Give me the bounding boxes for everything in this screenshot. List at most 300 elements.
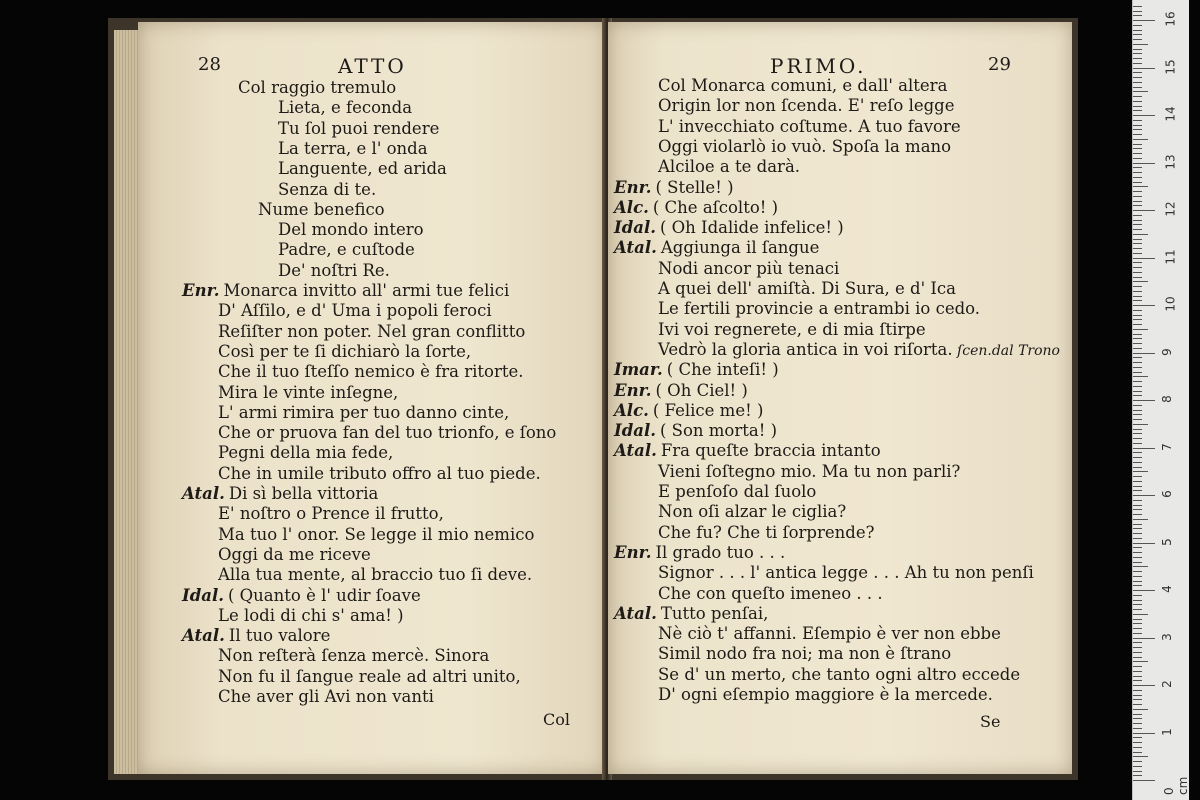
speaker-name: Idal. <box>182 585 224 605</box>
text-line <box>218 464 541 484</box>
ruler-tick <box>1133 248 1142 249</box>
speaker-name: Atal. <box>614 441 657 461</box>
text-line <box>658 563 1034 583</box>
line-text: Non reſterà ſenza mercè. Sinora <box>218 646 490 666</box>
ruler-tick <box>1133 761 1142 762</box>
text-line <box>238 78 396 98</box>
text-line <box>218 342 471 362</box>
text-line <box>658 137 951 157</box>
ruler-tick <box>1133 68 1155 69</box>
line-text: Alciloe a te darà. <box>658 157 801 177</box>
text-line <box>658 157 800 177</box>
ruler-tick <box>1133 566 1148 567</box>
ruler-tick <box>1133 386 1142 387</box>
ruler-tick <box>1133 258 1155 259</box>
line-text: Senza di te. <box>278 179 377 199</box>
line-text: Non fu il ſangue reale ad altri unito, <box>218 666 521 686</box>
ruler-tick <box>1133 410 1142 411</box>
text-line <box>658 584 883 604</box>
ruler-tick <box>1133 338 1142 339</box>
text-line <box>218 525 534 545</box>
line-text: ( Che inteſi! ) <box>666 360 779 380</box>
ruler-tick <box>1133 775 1142 776</box>
right-page-number: 29 <box>988 54 1011 75</box>
ruler-tick <box>1133 158 1142 159</box>
ruler-tick <box>1133 153 1142 154</box>
text-line <box>658 624 1001 644</box>
ruler-tick <box>1133 752 1142 753</box>
line-text: Il tuo valore <box>228 626 331 646</box>
text-line <box>614 441 881 461</box>
ruler-tick <box>1133 747 1142 748</box>
line-text: Lieta, e feconda <box>278 98 413 118</box>
ruler-tick <box>1133 756 1148 757</box>
text-line <box>658 482 816 502</box>
ruler-tick <box>1133 552 1142 553</box>
ruler-tick <box>1133 457 1142 458</box>
speaker-name: Enr. <box>182 281 220 300</box>
line-text: Così per te ſi dichiarò la ſorte, <box>218 341 472 361</box>
ruler-number: 6 <box>1159 490 1174 498</box>
ruler-tick <box>1133 714 1142 715</box>
line-text: Nè ciò t' affanni. Eſempio è ver non ebbe <box>658 624 1001 644</box>
line-text: Le lodi di chi s' ama! ) <box>218 605 404 625</box>
line-text: Che il tuo ſteſſo nemico è fra ritorte. <box>218 362 524 382</box>
line-text: Che fu? Che ti ſorprende? <box>658 522 875 542</box>
line-text: ( Oh Ciel! ) <box>655 380 748 400</box>
line-text: Che aver gli Avi non vanti <box>218 687 434 706</box>
ruler-tick <box>1133 424 1148 425</box>
speaker-name: Atal. <box>614 603 657 623</box>
right-catchword: Se <box>980 712 1001 731</box>
ruler-tick <box>1133 685 1155 686</box>
ruler-tick <box>1133 391 1142 392</box>
line-text: Nodi ancor più tenaci <box>658 258 840 278</box>
ruler-tick <box>1133 215 1142 216</box>
ruler-tick <box>1133 163 1155 164</box>
ruler-tick <box>1133 505 1142 506</box>
measurement-ruler <box>1132 0 1189 800</box>
line-text: D' ogni eſempio maggiore è la mercede. <box>658 685 993 704</box>
ruler-tick <box>1133 690 1142 691</box>
ruler-tick <box>1133 30 1142 31</box>
ruler-tick <box>1133 148 1142 149</box>
ruler-tick <box>1133 495 1155 496</box>
ruler-tick <box>1133 267 1142 268</box>
right-header: PRIMO. <box>770 54 867 78</box>
ruler-number: 8 <box>1159 395 1174 403</box>
speaker-name: Imar. <box>614 360 663 380</box>
ruler-tick <box>1133 642 1142 643</box>
line-text: E penſoſo dal ſuolo <box>658 482 817 501</box>
line-text: ( Son morta! ) <box>659 421 778 441</box>
text-line <box>658 502 846 522</box>
line-text: Mira le vinte inſegne, <box>218 382 399 402</box>
line-text: Le fertili provincie a entrambi io cedo. <box>658 299 981 319</box>
ruler-tick <box>1133 239 1142 240</box>
ruler-tick <box>1133 718 1142 719</box>
left-catchword: Col <box>543 710 570 729</box>
ruler-tick <box>1133 699 1142 700</box>
text-line <box>278 261 390 281</box>
line-text: Non oſi alzar le ciglia? <box>658 502 847 522</box>
ruler-tick <box>1133 11 1142 12</box>
text-line <box>218 646 489 666</box>
ruler-tick <box>1133 310 1142 311</box>
speaker-name: Alc. <box>614 400 649 420</box>
ruler-tick <box>1133 72 1142 73</box>
ruler-tick <box>1133 205 1142 206</box>
ruler-tick <box>1133 771 1142 772</box>
ruler-tick <box>1133 286 1142 287</box>
line-text: Monarca invitto all' armi tue felici <box>223 281 510 300</box>
ruler-tick <box>1133 405 1142 406</box>
ruler-tick <box>1133 120 1142 121</box>
ruler-tick <box>1133 77 1142 78</box>
ruler-tick <box>1133 348 1142 349</box>
ruler-number: 3 <box>1159 632 1174 641</box>
text-line <box>218 545 371 565</box>
ruler-tick <box>1133 110 1142 111</box>
ruler-tick <box>1133 39 1142 40</box>
ruler-tick <box>1133 519 1148 520</box>
ruler-tick <box>1133 742 1142 743</box>
line-text: Vieni ſoſtegno mio. Ma tu non parli? <box>658 461 961 481</box>
text-line <box>182 626 330 646</box>
ruler-tick <box>1133 106 1142 107</box>
ruler-tick <box>1133 576 1142 577</box>
text-line <box>658 279 956 299</box>
ruler-tick <box>1133 210 1155 211</box>
ruler-tick <box>1133 44 1148 45</box>
stage-direction: ſcen.dal Trono <box>952 342 1060 359</box>
ruler-number: 13 <box>1163 153 1178 170</box>
ruler-tick <box>1133 462 1142 463</box>
line-text: Languente, ed arida <box>278 159 447 179</box>
ruler-number: 16 <box>1163 11 1178 27</box>
ruler-tick <box>1133 609 1142 610</box>
ruler-tick <box>1133 277 1142 278</box>
speaker-name: Atal. <box>182 626 225 646</box>
ruler-tick <box>1133 709 1148 710</box>
line-text: A quei dell' amiſtà. Di Sura, e d' Ica <box>658 279 956 298</box>
ruler-tick <box>1133 305 1155 306</box>
text-line <box>658 644 951 664</box>
text-line <box>658 523 874 543</box>
ruler-tick <box>1133 319 1142 320</box>
line-text: Alla tua mente, al braccio tuo ſi deve. <box>218 565 533 585</box>
line-text: Nume benefico <box>258 199 385 219</box>
ruler-tick <box>1133 262 1142 263</box>
ruler-tick <box>1133 362 1142 363</box>
text-line <box>658 462 960 482</box>
line-text: Origin lor non ſcenda. E' reſo legge <box>658 96 955 116</box>
line-text: Ivi voi regnerete, e di mia ſtirpe <box>658 319 926 339</box>
line-text: ( Che aſcolto! ) <box>652 197 779 217</box>
line-text: Che or pruova fan del tuo trionfo, e ſono <box>218 423 557 443</box>
line-text: Oggi violarlò io vuò. Spoſa la mano <box>658 136 952 156</box>
ruler-tick <box>1133 82 1142 83</box>
ruler-tick <box>1133 780 1155 781</box>
ruler-number: 9 <box>1159 347 1174 356</box>
ruler-tick <box>1133 723 1142 724</box>
ruler-tick <box>1133 481 1142 482</box>
ruler-tick <box>1133 737 1142 738</box>
ruler-tick <box>1133 343 1142 344</box>
line-text: Aggiunga il ſangue <box>660 238 820 258</box>
ruler-number: 14 <box>1163 106 1178 122</box>
ruler-tick <box>1133 367 1142 368</box>
line-text: ( Quanto è l' udir ſoave <box>227 585 421 605</box>
line-text: Se d' un merto, che tanto ogni altro eccede <box>658 664 1021 684</box>
ruler-tick <box>1133 58 1142 59</box>
ruler-tick <box>1133 324 1142 325</box>
ruler-tick <box>1133 167 1142 168</box>
left-page <box>138 22 606 774</box>
ruler-tick <box>1133 224 1142 225</box>
ruler-tick <box>1133 53 1142 54</box>
ruler-tick <box>1133 429 1142 430</box>
text-line <box>218 504 444 524</box>
ruler-tick <box>1133 543 1155 544</box>
line-text: Ma tuo l' onor. Se legge il mio nemico <box>218 524 535 544</box>
speaker-name: Enr. <box>614 380 652 400</box>
text-line <box>182 586 421 606</box>
line-text: ( Oh Idalide infelice! ) <box>659 218 844 238</box>
text-line <box>278 180 376 200</box>
ruler-tick <box>1133 590 1155 591</box>
ruler-tick <box>1133 25 1142 26</box>
ruler-unit-label: 0 cm <box>1162 776 1190 795</box>
ruler-tick <box>1133 63 1142 64</box>
ruler-tick <box>1133 661 1148 662</box>
ruler-tick <box>1133 571 1142 572</box>
text-line <box>218 667 521 687</box>
ruler-tick <box>1133 372 1142 373</box>
ruler-tick <box>1133 96 1142 97</box>
line-text: Signor . . . l' antica legge . . . Ah tu non penſi <box>658 563 1034 583</box>
ruler-tick <box>1133 600 1142 601</box>
text-line <box>614 238 819 258</box>
line-text: Il grado tuo . . . <box>655 542 786 562</box>
ruler-tick <box>1133 514 1142 515</box>
ruler-tick <box>1133 538 1142 539</box>
speaker-name: Alc. <box>614 197 649 217</box>
line-text: Col Monarca comuni, e dall' altera <box>658 76 948 95</box>
text-line <box>182 281 509 301</box>
ruler-tick <box>1133 395 1142 396</box>
line-text: De' noſtri Re. <box>278 260 390 280</box>
text-line <box>218 687 434 707</box>
ruler-tick <box>1133 191 1142 192</box>
ruler-tick <box>1133 581 1142 582</box>
text-line <box>614 178 734 198</box>
ruler-tick <box>1133 638 1155 639</box>
ruler-tick <box>1133 671 1142 672</box>
ruler-tick <box>1133 134 1142 135</box>
text-line <box>258 200 385 220</box>
line-text: Fra queſte braccia intanto <box>660 441 881 461</box>
ruler-tick <box>1133 329 1148 330</box>
ruler-number: 4 <box>1159 585 1174 593</box>
text-line <box>658 259 839 279</box>
ruler-tick <box>1133 614 1148 615</box>
ruler-tick <box>1133 657 1142 658</box>
ruler-tick <box>1133 452 1142 453</box>
line-text: Del mondo intero <box>278 220 424 240</box>
line-text: Che in umile tributo offro al tuo piede. <box>218 463 541 483</box>
line-text: Reſiſter non poter. Nel gran conflitto <box>218 321 526 341</box>
ruler-tick <box>1133 647 1142 648</box>
right-page <box>608 22 1072 774</box>
ruler-tick <box>1133 15 1142 16</box>
ruler-tick <box>1133 547 1142 548</box>
ruler-tick <box>1133 680 1142 681</box>
ruler-tick <box>1133 633 1142 634</box>
ruler-tick <box>1133 91 1148 92</box>
text-line <box>614 421 777 441</box>
ruler-tick <box>1133 652 1142 653</box>
text-line <box>218 362 523 382</box>
ruler-tick <box>1133 490 1142 491</box>
text-line <box>278 98 412 118</box>
ruler-number: 7 <box>1159 442 1174 451</box>
speaker-name: Idal. <box>614 421 656 441</box>
ruler-tick <box>1133 201 1142 202</box>
ruler-tick <box>1133 623 1142 624</box>
ruler-tick <box>1133 676 1142 677</box>
ruler-tick <box>1133 6 1142 7</box>
ruler-tick <box>1133 20 1155 21</box>
text-line <box>658 340 1060 361</box>
line-text: ( Stelle! ) <box>655 177 734 197</box>
ruler-tick <box>1133 448 1155 449</box>
text-line <box>614 198 778 218</box>
speaker-name: Enr. <box>614 542 652 562</box>
line-text: Oggi da me riceve <box>218 544 371 564</box>
ruler-tick <box>1133 49 1142 50</box>
text-line <box>658 96 955 116</box>
ruler-tick <box>1133 400 1155 401</box>
speaker-name: Idal. <box>614 218 656 238</box>
ruler-tick <box>1133 433 1142 434</box>
ruler-tick <box>1133 381 1142 382</box>
ruler-tick <box>1133 129 1142 130</box>
ruler-tick <box>1133 766 1142 767</box>
ruler-tick <box>1133 196 1142 197</box>
ruler-tick <box>1133 101 1142 102</box>
text-line <box>278 139 428 159</box>
ruler-tick <box>1133 172 1142 173</box>
ruler-tick <box>1133 619 1142 620</box>
text-line <box>218 403 509 423</box>
line-text: E' noſtro o Prence il frutto, <box>218 504 444 524</box>
speaker-name: Atal. <box>614 238 657 258</box>
ruler-tick <box>1133 467 1142 468</box>
ruler-tick <box>1133 253 1142 254</box>
ruler-tick <box>1133 376 1148 377</box>
ruler-tick <box>1133 419 1142 420</box>
text-line <box>658 665 1020 685</box>
speaker-name: Atal. <box>182 484 225 503</box>
line-text: Tutto penſai, <box>660 603 769 623</box>
text-line <box>614 543 785 563</box>
text-line <box>278 159 447 179</box>
ruler-tick <box>1133 296 1142 297</box>
ruler-tick <box>1133 272 1142 273</box>
text-line <box>658 320 926 340</box>
text-line <box>614 604 768 624</box>
text-line <box>218 565 532 585</box>
ruler-tick <box>1133 533 1142 534</box>
ruler-tick <box>1133 125 1142 126</box>
ruler-tick <box>1133 291 1142 292</box>
ruler-tick <box>1133 476 1142 477</box>
ruler-tick <box>1133 509 1142 510</box>
ruler-tick <box>1133 666 1142 667</box>
ruler-tick <box>1133 182 1142 183</box>
ruler-number: 5 <box>1159 537 1174 546</box>
ruler-tick <box>1133 695 1142 696</box>
text-line <box>614 401 763 421</box>
text-line <box>218 322 525 342</box>
ruler-tick <box>1133 315 1142 316</box>
text-line <box>218 606 404 626</box>
ruler-tick <box>1133 414 1142 415</box>
ruler-tick <box>1133 177 1142 178</box>
ruler-tick <box>1133 353 1155 354</box>
ruler-number: 2 <box>1159 680 1174 688</box>
ruler-tick <box>1133 220 1142 221</box>
ruler-tick <box>1133 728 1142 729</box>
ruler-tick <box>1133 281 1148 282</box>
line-text: L' armi rimira per tuo danno cinte, <box>218 402 510 422</box>
ruler-tick <box>1133 186 1148 187</box>
ruler-number: 12 <box>1163 201 1178 217</box>
ruler-tick <box>1133 585 1142 586</box>
ruler-number: 1 <box>1159 727 1174 736</box>
text-line <box>278 119 439 139</box>
ruler-tick <box>1133 243 1142 244</box>
ruler-tick <box>1133 557 1142 558</box>
line-text: Col raggio tremulo <box>238 78 397 97</box>
line-text: ( Felice me! ) <box>652 400 764 420</box>
ruler-tick <box>1133 486 1142 487</box>
text-line <box>218 383 398 403</box>
ruler-tick <box>1133 500 1142 501</box>
ruler-tick <box>1133 471 1148 472</box>
text-line <box>614 360 779 380</box>
text-line <box>614 218 844 238</box>
line-text: Simil nodo fra noi; ma non è ſtrano <box>658 644 952 664</box>
line-text: Vedrò la gloria antica in voi riſorta. <box>658 339 953 359</box>
line-text: Che con queſto imeneo . . . <box>658 583 883 603</box>
text-line <box>658 76 947 96</box>
ruler-tick <box>1133 733 1155 734</box>
line-text: D' Aſſilo, e d' Uma i popoli feroci <box>218 301 492 321</box>
text-line <box>278 240 415 260</box>
open-book <box>108 18 1078 780</box>
left-header: ATTO <box>338 54 407 78</box>
line-text: Tu ſol puoi rendere <box>278 118 440 138</box>
text-line <box>614 381 748 401</box>
text-line <box>182 484 378 504</box>
ruler-tick <box>1133 139 1148 140</box>
text-line <box>658 685 993 705</box>
ruler-tick <box>1133 357 1142 358</box>
ruler-tick <box>1133 334 1142 335</box>
ruler-tick <box>1133 524 1142 525</box>
